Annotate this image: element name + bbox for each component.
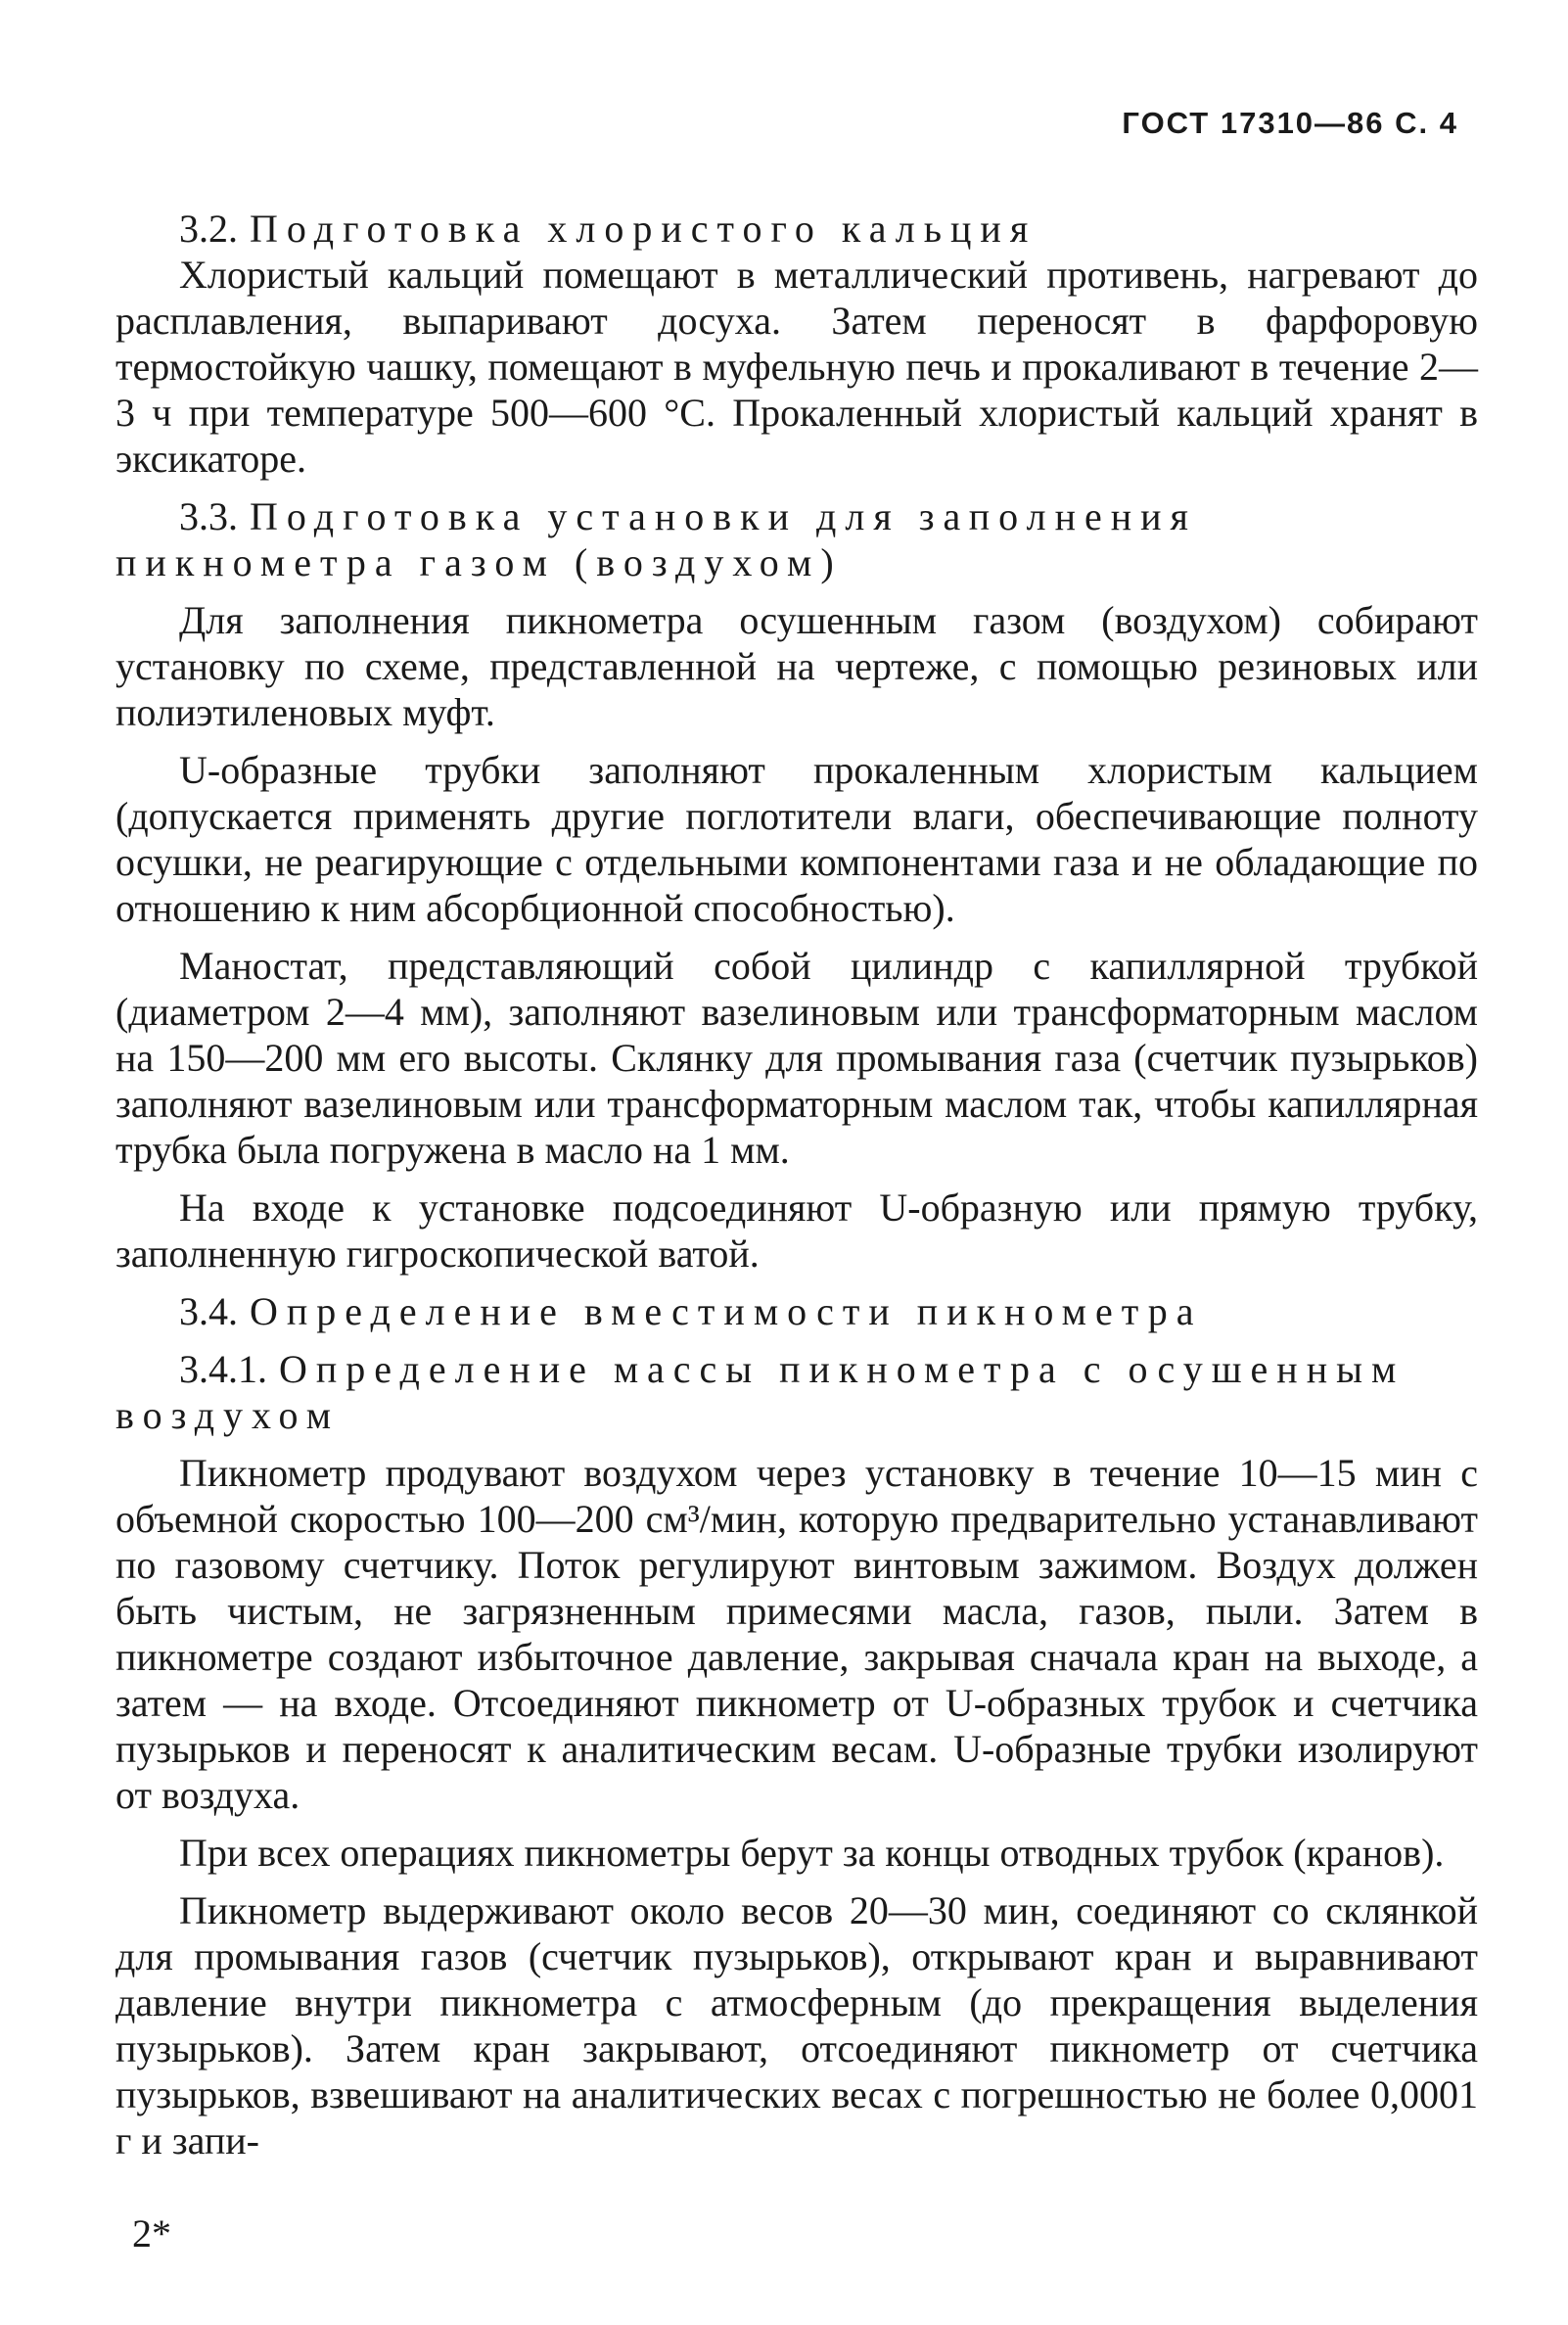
section-heading-3-4 xyxy=(115,1288,1478,1334)
page-signature: 2* xyxy=(132,2211,171,2255)
standard-header: ГОСТ 17310—86 С. 4 xyxy=(1122,106,1458,140)
section-title: Определение вместимости пикнометра xyxy=(250,1289,1203,1333)
paragraph: Хлористый кальций помещают в металлический противень, нагревают до расплавления, выпаривают досуха. Затем переносят в фарфоровую термостойкую чашку, помещают в муфельную печь и прокаливают в течение 2—3 ч при температуре 500—600 °С. Прокаленный хлористый кальций хранят в эксикаторе. xyxy=(115,253,1478,481)
paragraph: U-образные трубки заполняют прокаленным хлористым кальцием (допускается применять другие поглотители влаги, обеспечивающие полноту осушки, не реагирующие с отдельными компонентами газа и не обладающие по отношению к ним абсорбционной способностью). xyxy=(115,748,1478,930)
paragraph: Для заполнения пикнометра осушенным газом (воздухом) собирают установку по схеме, представленной на чертеже, с помощью резиновых или полиэтиленовых муфт. xyxy=(115,598,1478,734)
section-number: 3.4.1. xyxy=(179,1347,267,1391)
paragraph: На входе к установке подсоединяют U-образную или прямую трубку, заполненную гигроскопической ватой. xyxy=(115,1186,1478,1276)
paragraph: Маностат, представляющий собой цилиндр с капиллярной трубкой (диаметром 2—4 мм), заполняют вазелиновым или трансформаторным маслом на 150—200 мм его высоты. Склянку для промывания газа (счетчик пузырьков) заполняют вазелиновым или трансформаторным маслом так, чтобы капиллярная трубка была погружена в масло на 1 мм. xyxy=(115,944,1478,1172)
section-heading-3-2 xyxy=(115,206,1478,252)
section-number: 3.4. xyxy=(179,1289,238,1333)
document-body xyxy=(115,206,1478,2175)
paragraph: Пикнометр выдерживают около весов 20—30 мин, соединяют со склянкой для промывания газов (счетчик пузырьков), открывают кран и выравнивают давление внутри пикнометра с атмосферным (до прекращения выделения пузырьков). Затем кран закрывают, отсоединяют пикнометр от счетчика пузырьков, взвешивают на аналитических весах с погрешностью не более 0,0001 г и запи- xyxy=(115,1888,1478,2162)
paragraph: Пикнометр продувают воздухом через установку в течение 10—15 мин с объемной скоростью 100—200 см³/мин, которую предварительно устанавливают по газовому счетчику. Поток регулируют винтовым зажимом. Воздух должен быть чистым, не загрязненным примесями масла, газов, пыли. Затем в пикнометре создают избыточное давление, закрывая сначала кран на выходе, а затем — на входе. Отсоединяют пикнометр от U-образных трубок и счетчика пузырьков и переносят к аналитическим весам. U-образные трубки изолируют от воздуха. xyxy=(115,1451,1478,1817)
section-title: Подготовка хлористого кальция xyxy=(250,207,1038,251)
section-title: Подготовка установки для заполнения пикнометра газом (воздухом) xyxy=(115,494,1197,584)
section-heading-3-4-1 xyxy=(115,1346,1478,1438)
section-number: 3.2. xyxy=(179,207,238,251)
paragraph: При всех операциях пикнометры берут за концы отводных трубок (кранов). xyxy=(179,1831,1445,1875)
section-number: 3.3. xyxy=(179,494,238,538)
section-title: Определение массы пикнометра с осушенным воздухом xyxy=(115,1347,1406,1437)
section-heading-3-3 xyxy=(115,493,1478,585)
